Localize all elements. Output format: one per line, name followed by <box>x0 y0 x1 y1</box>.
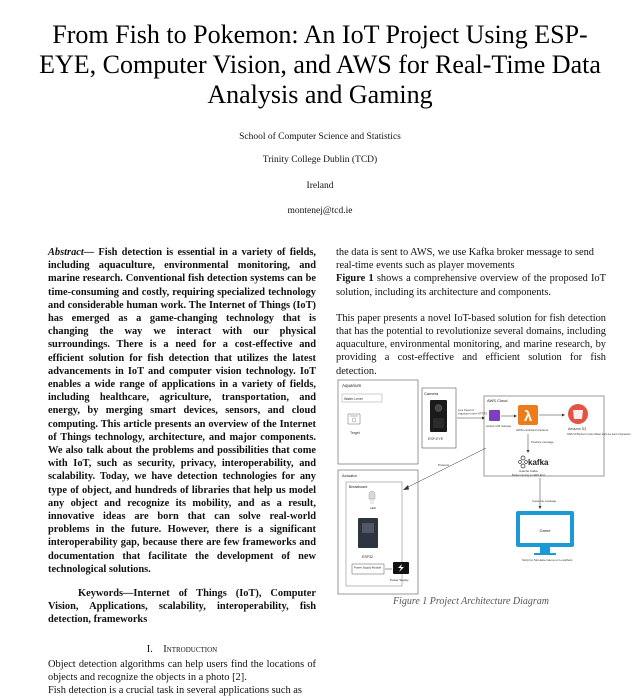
power-supply-label: Power Supply <box>390 578 409 582</box>
water-level-label: Water Level <box>344 397 363 401</box>
affiliation-college: Trinity College Dublin (TCD) <box>262 155 378 165</box>
abstract-text: Fish detection is essential in a variety of fields, including aquaculture, environmental monitoring, and marine research. Conventional fish detection systems can be time-consuming and costly, requiring specialized technology and considerable human work. The Internet of Things (IoT) has emerged as a game-changing technology that is changing the way we interact with our physical surroundings. There is a need for a cost-effective and efficient solution for fish detection that utilizes the latest advancements in IoT and computer vision technology. IoT enables a wide range of applications in a variety of fields, including healthcare, agriculture, transportation, and energy, by merging smart devices, sensors, and cloud computing. This article presents an overview of the Internet of Things technology, architecture, and major components. We also talk about the problems and possibilities that come with IoT, such as security, privacy, interoperability, and scalability. Today, we have detection technologies for any type of object, and hundreds of libraries that help us model any object and recognize its mobility, and as a result, innovative ideas are born that can solve real-world problems in the future. However, there is a significant interoperability gap, because there are few frameworks and documentation that facilitate the development of new technological solutions. <box>48 247 316 575</box>
api-gateway-icon <box>489 410 500 421</box>
section-title: Introduction <box>163 643 218 655</box>
target-label: Target <box>350 431 360 435</box>
author-email: montenej@tcd.ie <box>287 206 353 216</box>
camera-lens-icon <box>435 405 442 412</box>
camera-label: Camera <box>424 391 439 396</box>
game-label: Game <box>539 528 551 533</box>
section-number: I. <box>146 643 153 655</box>
architecture-diagram <box>336 378 631 596</box>
keywords: Keywords—Internet of Things (IoT), Computer Vision, Applications, scalability, interoperability, fish detection, frameworks <box>48 588 316 626</box>
s3-desc: AWS S3 Bucket to store Water and Live feed of Aquarium <box>567 433 631 436</box>
esp-eye-label: ESP-EYE <box>428 437 444 441</box>
left-column <box>48 246 316 698</box>
affiliation-school: School of Computer Science and Statistics <box>239 132 401 142</box>
aquarium-label: Aquarium <box>342 383 362 388</box>
target-icon <box>348 414 360 424</box>
esp32-label: ESP32 <box>362 555 373 559</box>
right-paragraph-1 <box>336 272 606 298</box>
abstract <box>48 246 316 576</box>
intro-paragraph-2: Fish detection is a crucial task in several applications such as <box>48 685 302 697</box>
lambda-label: AWS Lambda Functions <box>516 428 549 432</box>
aws-cloud-label: AWS Cloud <box>487 398 508 403</box>
svg-text:λ: λ <box>523 408 533 425</box>
figure-caption: Figure 1 Project Architecture Diagram <box>392 596 550 607</box>
figure-reference: Figure 1 <box>336 273 374 285</box>
aquarium-box <box>338 380 418 464</box>
led-icon <box>369 491 375 504</box>
abstract-lead: Abstract— <box>48 247 95 258</box>
intro-paragraph-1: Object detection algorithms can help users find the locations of objects and recognize the objects in a photo [2]. <box>48 658 316 684</box>
right-paragraph-1-text: shows a comprehensive overview of the proposed IoT solution, including its architecture and components. <box>336 273 606 298</box>
protocol-label: Protocol <box>438 463 450 467</box>
right-paragraph-0: the data is sent to AWS, we use Kafka broker message to send real-time events such as player movements <box>336 247 594 272</box>
kafka-desc: Broker running on AWS EC2 <box>512 474 545 477</box>
kafka-logo-icon <box>519 456 528 468</box>
live-feed-label: Live Feed of Aquarium over HTTPS <box>458 408 488 416</box>
section-heading <box>48 643 316 656</box>
consume-label: Consume message <box>532 499 557 503</box>
kafka-title: Apache Kafka <box>519 469 538 473</box>
led-label: LED <box>370 506 376 510</box>
breadboard-label: Breadboard <box>349 485 368 489</box>
psu-module-label: Power Supply Module <box>354 565 382 570</box>
right-column <box>336 246 606 378</box>
kafka-wordmark: kafka <box>528 458 549 467</box>
s3-label: Amazon S3 <box>568 427 587 431</box>
api-gateway-label: Amazon API Gateway <box>486 425 512 428</box>
paper-title: From Fish to Pokemon: An IoT Project Using ESP-EYE, Computer Vision, and AWS for Real-Time Data Analysis and Gaming <box>39 20 601 109</box>
game-desc: Script to Simulate Game on Localhost <box>522 558 573 562</box>
right-paragraph-2: This paper presents a novel IoT-based solution for fish detection that has the potential to revolutionize several domains, including aquaculture, environmental monitoring, and marine research, by providing a cost-effective and efficient solution for fish detection. <box>336 312 606 377</box>
affiliation-country: Ireland <box>306 181 334 191</box>
actuator-label: Actuator <box>342 473 357 478</box>
produce-label: Produce message <box>531 440 554 444</box>
